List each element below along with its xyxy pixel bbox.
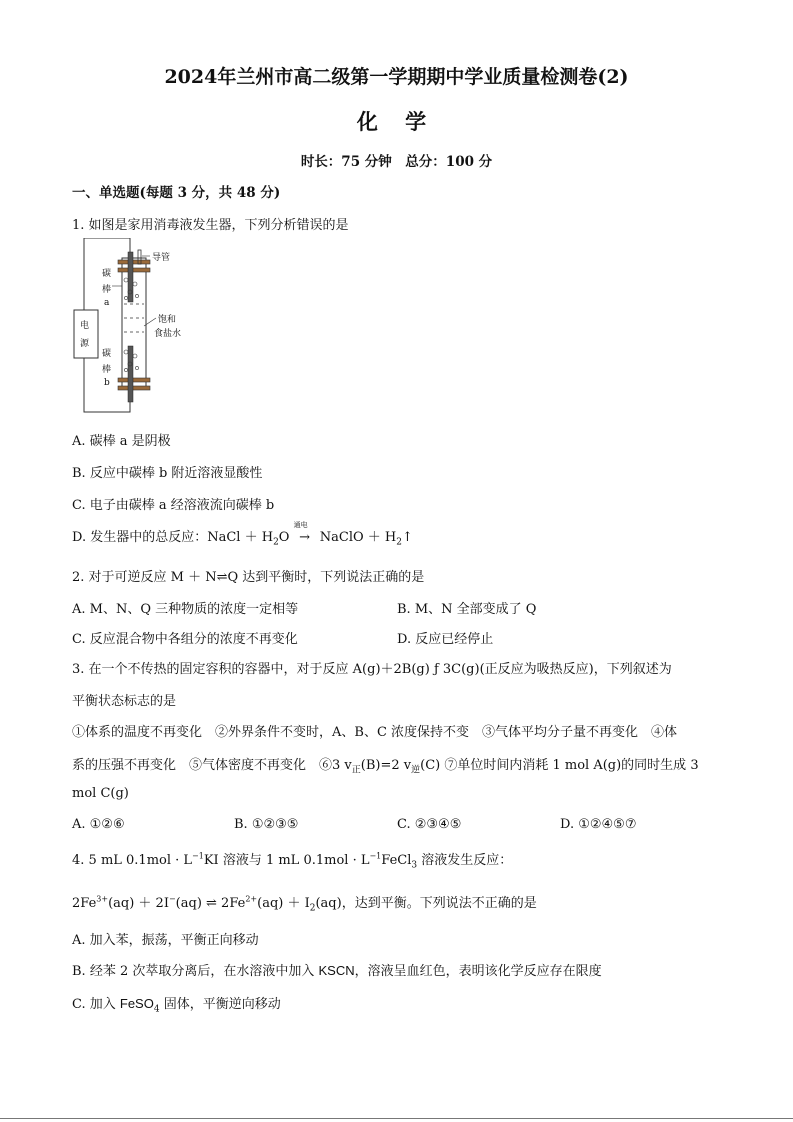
q2-option-b: B. M、N 全部变成了 Q (397, 602, 537, 617)
exam-title: 2024年兰州市高二级第一学期期中学业质量检测卷(2) (164, 66, 629, 88)
rod-a-label-1: 碳 (102, 269, 112, 279)
tube-label: 导管 (152, 253, 171, 263)
rod-a-label-3: a (104, 298, 110, 308)
electrolysis-condition: 通电 (293, 521, 308, 529)
q3-stem-line2: 平衡状态标志的是 (72, 694, 177, 709)
rod-b-label-1: 碳 (102, 349, 112, 359)
q3-stem-line3: ①体系的温度不再变化 ②外界条件不变时，A、B、C 浓度保持不变 ③气体平均分子量不再变化 ④体 (72, 725, 678, 740)
q3-option-b: B. ①②③⑤ (234, 817, 299, 832)
q4-option-b: B. 经苯 2 次萃取分离后，在水溶液中加入 KSCN，溶液呈血红色，表明该化学反应存在限度 (72, 963, 602, 979)
q1-option-a: A. 碳棒 a 是阴极 (72, 434, 171, 449)
q4-equation: $2Fe^{3+}(aq) + 2I^-(aq)$ ⇌ $2Fe^{2+}(aq) + I_2(aq)$，达到平衡。下列说法不正确的是 (72, 894, 537, 914)
page-bottom-border (0, 1118, 793, 1119)
q4-option-c: C. 加入 FeSO$_4$ 固体，平衡逆向移动 (72, 996, 281, 1015)
q1-option-d: D. 发生器中的总反应：NaCl ＋ $H_2O$ 通电 → NaClO ＋ $H_2↑$ (72, 521, 413, 548)
rod-b-label-2: 棒 (102, 365, 112, 375)
q2-option-c: C. 反应混合物中各组分的浓度不再变化 (72, 632, 298, 647)
q3-option-c: C. ②③④⑤ (397, 817, 462, 832)
q1-option-b: B. 反应中碳棒 b 附近溶液显酸性 (72, 466, 263, 481)
q2-stem: 2. 对于可逆反应 M ＋ N⇌Q 达到平衡时，下列说法正确的是 (72, 570, 425, 585)
q2-option-a: A. M、N、Q 三种物质的浓度一定相等 (72, 602, 299, 617)
power-label-1: 电 (80, 321, 90, 331)
section-heading: 一、单选题(每题 3 分，共 48 分) (72, 185, 281, 201)
exam-meta: 时长：75 分钟 总分：100 分 (300, 154, 493, 170)
rod-a-label-2: 棒 (102, 285, 112, 295)
q3-option-a: A. ①②⑥ (72, 817, 125, 832)
q1-option-c: C. 电子由碳棒 a 经溶液流向碳棒 b (72, 498, 275, 513)
electrolyzer-diagram (72, 238, 202, 414)
power-label-2: 源 (80, 339, 90, 349)
q3-option-d: D. ①②④⑤⑦ (560, 817, 637, 832)
rod-b-label-3: b (104, 378, 110, 388)
q1-stem: 1. 如图是家用消毒液发生器，下列分析错误的是 (72, 218, 349, 233)
q3-stem-line5: mol C(g) (72, 786, 129, 801)
solution-label-1: 饱和 (158, 315, 177, 325)
q4-stem: 4. 5 mL $0.1mol \cdot L^{-1}KI$ 溶液与 1 mL $0.1mol \cdot L^{-1}FeCl_3$ 溶液发生反应： (72, 851, 513, 871)
q3-stem-line1: 3. 在一个不传热的固定容积的容器中，对于反应 A(g)＋2B(g) ƒ 3C(g)(正反应为吸热反应)，下列叙述为 (72, 662, 672, 677)
subject-title: 化 学 (356, 109, 437, 134)
q2-option-d: D. 反应已经停止 (397, 632, 494, 647)
q4-option-a: A. 加入苯，振荡，平衡正向移动 (72, 933, 259, 948)
solution-label-2: 食盐水 (154, 329, 182, 339)
q3-stem-line4: 系的压强不再变化 ⑤气体密度不再变化 ⑥3 $v_正(B)=2$ $v_逆(C)$ ⑦单位时间内消耗 1 mol A(g)的同时生成 3 (72, 758, 699, 776)
q1-figure (72, 238, 202, 414)
